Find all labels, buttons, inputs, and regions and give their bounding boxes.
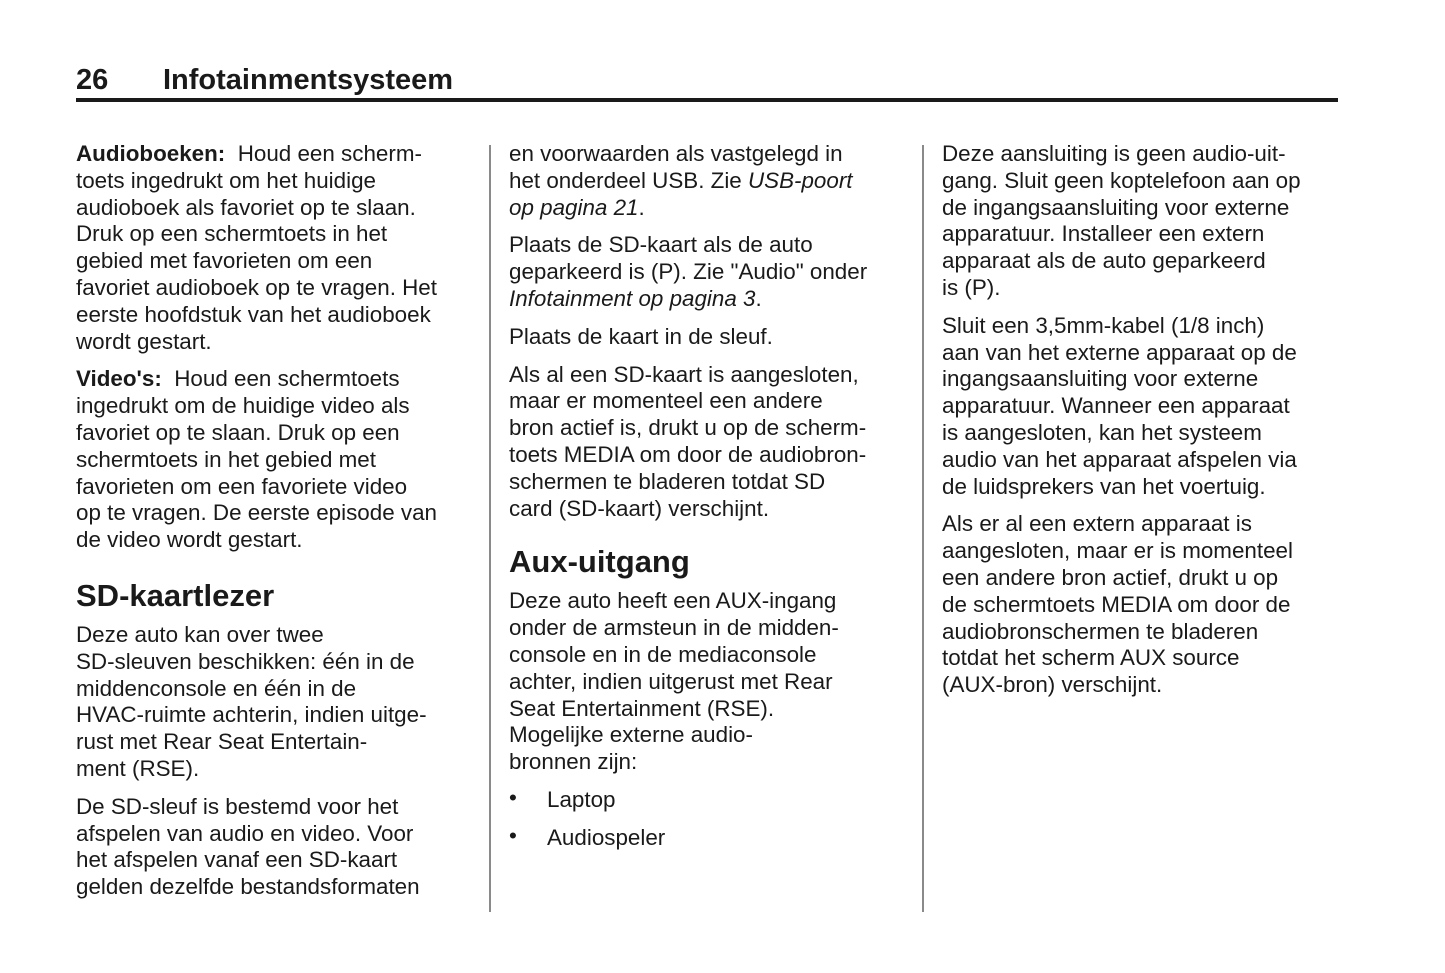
cross-reference-page-21[interactable]: op pagina 21 <box>509 194 639 220</box>
bullet-icon: • <box>509 784 517 810</box>
term-audioboeken: Audioboeken: <box>76 141 226 166</box>
section-heading-sd-kaartlezer: SD-kaartlezer <box>76 577 275 613</box>
list-item: • Laptop <box>509 784 616 812</box>
paragraph-connect-cable: Sluit een 3,5mm-kabel (1/8 inch) aan van het externe apparaat op de ingangsaansluiting voor externe apparatuur. Wanneer een apparaat is aangesloten, kan het systeem audio van het apparaat afspelen via de luidsprekers van het voertuig. <box>942 312 1297 499</box>
bullet-icon: • <box>509 822 517 848</box>
column-1 <box>76 141 476 912</box>
audio-sources-list <box>509 784 909 852</box>
paragraph-sd-already-connected: Als al een SD-kaart is aangesloten, maar er momenteel een andere bron actief is, drukt u op de scherm- toets MEDIA om door de audiobron- schermen te bladeren totdat SD card (SD-kaart) verschijnt. <box>509 361 867 521</box>
chapter-title: Infotainmentsysteem <box>163 64 454 96</box>
page-header <box>76 60 1338 100</box>
paragraph-sd-intro: Deze auto kan over twee SD-sleuven beschikken: één in de middenconsole en één in de HVAC-ruimte achterin, indien uitge- rust met Rear Seat Entertain- ment (RSE). <box>76 621 427 781</box>
header-rule <box>76 98 1338 102</box>
paragraph-aux-already-connected: Als er al een extern apparaat is aangesloten, maar er is momenteel een andere bron actief, drukt u op de schermtoets MEDIA om door de audiobronschermen te bladeren totdat het scherm AUX source (AUX-bron) verschijnt. <box>942 511 1293 698</box>
page-number: 26 <box>76 64 109 96</box>
cross-reference-infotainment-page-3[interactable]: Infotainment op pagina 3 <box>509 285 756 311</box>
column-divider <box>922 145 924 912</box>
column-2 <box>509 141 909 863</box>
paragraph-insert-slot: Plaats de kaart in de sleuf. <box>509 323 773 349</box>
column-3 <box>942 141 1342 710</box>
cross-reference-usb-poort[interactable]: USB-poort <box>747 167 853 193</box>
paragraph-videos: Video's: Houd een schermtoets ingedrukt om de huidige video als favoriet op te slaan. Druk op een schermtoets in het gebied met favorieten om een favoriete video op te vragen. De eerste episode van de video wordt gestart. <box>76 366 437 553</box>
paragraph-aux-intro: Deze auto heeft een AUX-ingang onder de armsteun in de midden- console en in de mediaconsole achter, indien uitgerust met Rear Seat Entertainment (RSE). Mogelijke externe audio- bronnen zijn: <box>509 588 839 775</box>
paragraph-audioboeken: Audioboeken: Houd een scherm- toets ingedrukt om het huidige audioboek als favoriet op te slaan. Druk op een schermtoets in het gebied met favorieten om een favoriet audioboek op te vragen. Het eerste hoofdstuk van het audioboek wordt gestart. <box>76 141 437 354</box>
section-heading-aux-uitgang: Aux-uitgang <box>509 544 690 580</box>
column-divider <box>489 145 491 912</box>
paragraph-insert-parked: Plaats de SD-kaart als de auto geparkeerd is (P). Zie "Audio" onder Infotainment op pagina 3. <box>509 232 868 311</box>
term-videos: Video's: <box>76 366 162 392</box>
paragraph-sd-slot: De SD-sleuf is bestemd voor het afspelen van audio en video. Voor het afspelen vanaf een SD-kaart gelden dezelfde bestandsformaten <box>76 793 420 900</box>
paragraph-not-audio-output: Deze aansluiting is geen audio-uit- gang. Sluit geen koptelefoon aan op de ingangsaansluiting voor externe apparatuur. Installeer een extern apparaat als de auto geparkeerd is (P). <box>942 141 1301 300</box>
list-item: • Audiospeler <box>509 822 666 850</box>
paragraph-usb-reference: en voorwaarden als vastgelegd in het onderdeel USB. Zie USB-poort op pagina 21. <box>509 141 853 220</box>
